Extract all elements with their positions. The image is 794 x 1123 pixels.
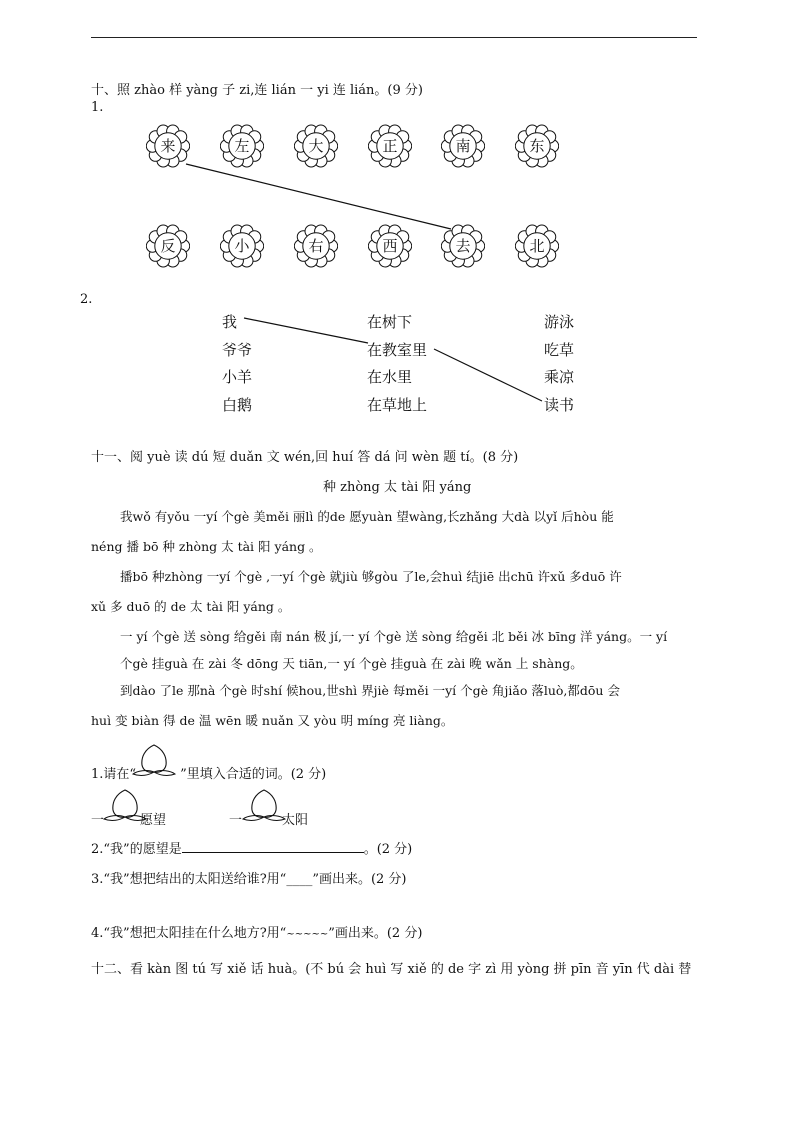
part-2-number: 2.	[80, 292, 93, 307]
section-10-heading: 十、照 zhào 样 yàng 子 zi,连 lián 一 yi 连 lián。(9 分)	[91, 83, 423, 98]
example-line-lai-qu	[186, 164, 451, 229]
col1-word: 我	[222, 313, 238, 331]
underline-mark: ____	[286, 872, 313, 887]
q1-item-2-suffix: 太阳	[282, 813, 309, 828]
col1-word: 小羊	[222, 368, 253, 386]
peach-blank-1-icon[interactable]	[102, 786, 148, 822]
col2-word: 在草地上	[367, 396, 428, 414]
flower-label: 东	[529, 137, 545, 155]
question-4	[91, 922, 422, 941]
flower-label: 西	[382, 237, 398, 255]
passage-line: 个gè 挂guà 在 zài 冬 dōng 天 tiān,一 yí 个gè 挂guà 在 zài 晚 wǎn 上 shàng。	[120, 656, 583, 671]
section-12-heading: 十二、看 kàn 图 tú 写 xiě 话 huà。(不 bú 会 huì 写 xiě 的 de 字 zì 用 yòng 拼 pīn 音 yīn 代 dài 替	[91, 962, 692, 977]
flower-label: 大	[308, 137, 324, 155]
question-3-prefix: 3.“我”想把结出的太阳送给谁?用“	[91, 872, 287, 887]
q1-item-1-suffix: 愿望	[140, 813, 167, 828]
wavy-mark: ~~~~~	[286, 929, 329, 940]
col2-word: 在水里	[367, 368, 413, 386]
question-1	[91, 763, 326, 782]
passage-line: xǔ 多 duō 的 de 太 tài 阳 yáng 。	[91, 599, 291, 614]
flower-label: 南	[455, 137, 471, 155]
flower-label: 小	[234, 237, 250, 255]
flower-label: 反	[160, 237, 176, 255]
passage-title: 种 zhòng 太 tài 阳 yáng	[323, 480, 472, 495]
question-2-suffix: 。(2 分)	[363, 842, 413, 857]
question-1-suffix: ”里填入合适的词。(2 分)	[180, 767, 327, 782]
col3-word: 吃草	[544, 341, 575, 359]
flower-label: 来	[160, 137, 176, 155]
flower-label: 去	[455, 237, 471, 255]
q1-item-1-prefix: 一	[91, 813, 105, 828]
section-11-heading: 十一、阅 yuè 读 dú 短 duǎn 文 wén,回 huí 答 dá 问 wèn 题 tí。(8 分)	[91, 450, 519, 465]
question-4-suffix: ”画出来。(2 分)	[328, 926, 423, 941]
answer-blank[interactable]	[182, 840, 364, 853]
flower-label: 北	[529, 237, 545, 255]
question-2	[91, 838, 412, 857]
passage-line: 播bō 种zhòng 一yí 个gè ,一yí 个gè 就jiù 够gòu 了le,会huì 结jiē 出chū 许xǔ 多duō 许	[120, 569, 622, 584]
passage-line: 一 yí 个gè 送 sòng 给gěi 南 nán 极 jí,一 yí 个gè 送 sòng 给gěi 北 běi 冰 bīng 洋 yáng。一 yí	[120, 629, 668, 644]
part-1-number: 1.	[91, 100, 104, 115]
question-4-prefix: 4.“我”想把太阳挂在什么地方?用“	[91, 926, 287, 941]
col3-word: 乘凉	[544, 368, 575, 386]
question-3-suffix: ”画出来。(2 分)	[312, 872, 407, 887]
passage-line: 我wǒ 有yǒu 一yí 个gè 美měi 丽lì 的de 愿yuàn 望wàng,长zhǎng 大dà 以yǐ 后hòu 能	[120, 509, 614, 524]
question-2-prefix: 2.“我”的愿望是	[91, 842, 182, 857]
col3-word: 读书	[544, 396, 575, 414]
q1-item-2-prefix: 一	[229, 813, 243, 828]
col1-word: 爷爷	[222, 341, 253, 359]
col2-word: 在树下	[367, 313, 413, 331]
flower-label: 右	[308, 237, 324, 255]
peach-icon	[131, 741, 177, 777]
flower-label: 正	[382, 137, 398, 155]
question-1-prefix: 1.请在“	[91, 767, 137, 782]
passage-line: 到dào 了le 那nà 个gè 时shí 候hou,世shì 界jiè 每měi 一yí 个gè 角jiǎo 落luò,都dōu 会	[120, 683, 620, 698]
peach-blank-2-icon[interactable]	[241, 786, 287, 822]
passage-line: huì 变 biàn 得 de 温 wēn 暖 nuǎn 又 yòu 明 míng 亮 liàng。	[91, 713, 454, 728]
col3-word: 游泳	[544, 313, 575, 331]
example-line-classroom	[434, 349, 542, 401]
passage-line: néng 播 bō 种 zhòng 太 tài 阳 yáng 。	[91, 539, 322, 554]
col1-word: 白鹅	[222, 396, 253, 414]
flower-label: 左	[234, 137, 250, 155]
example-line-wo	[244, 318, 368, 343]
question-3	[91, 868, 407, 887]
col2-word: 在教室里	[367, 341, 428, 359]
